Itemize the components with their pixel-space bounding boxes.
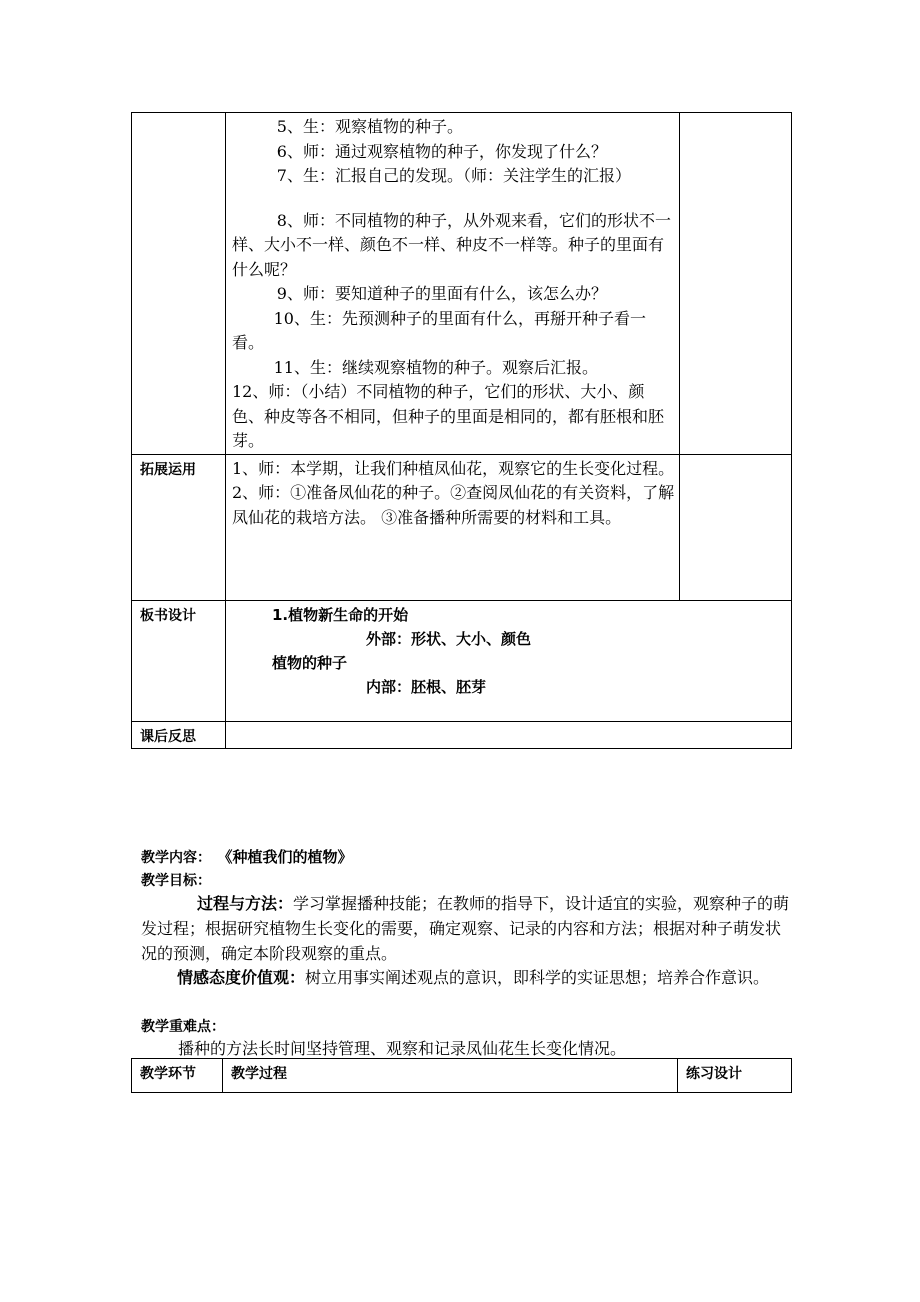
board-row <box>132 600 792 721</box>
process-method-paragraph <box>141 891 791 966</box>
extend-line: 2、师：①准备凤仙花的种子。②查阅凤仙花的有关资料，了解凤仙花的栽培方法。 ③准备播种所需要的材料和工具。 <box>232 483 675 527</box>
board-outer: 外部：形状、大小、颜色 <box>366 629 532 648</box>
process-method-label: 过程与方法： <box>197 894 294 913</box>
process-cell <box>226 113 680 455</box>
lesson-table <box>131 112 792 749</box>
key-text: 播种的方法长时间坚持管理、观察和记录凤仙花生长变化情况。 <box>178 1039 627 1058</box>
extend-row <box>132 454 792 600</box>
process-line: 12、师：（小结）不同植物的种子，它们的形状、大小、颜色、种皮等各不相同，但种子的里面是相同的，都有胚根和胚芽。 <box>232 382 665 450</box>
content-title: 《种植我们的植物》 <box>225 848 353 866</box>
lesson2-table-header <box>131 1058 792 1093</box>
board-subject: 植物的种子 <box>272 653 348 672</box>
content-label: 教学内容： <box>141 850 211 866</box>
process-line: 9、师：要知道种子的里面有什么，该怎么办？ <box>276 284 607 303</box>
board-label: 板书设计 <box>132 600 226 721</box>
extend-label: 拓展运用 <box>132 454 226 600</box>
process-line: 6、师：通过观察植物的种子，你发现了什么？ <box>276 141 607 161</box>
exercise-cell-empty <box>680 113 792 455</box>
process-line: 11、生：继续观察植物的种子。观察后汇报。 <box>273 357 598 377</box>
header-process: 教学过程 <box>223 1059 678 1093</box>
reflect-label: 课后反思 <box>132 721 226 748</box>
content-line <box>141 846 791 867</box>
emotion-paragraph <box>141 965 791 990</box>
process-row <box>132 113 792 455</box>
process-method-text: 学习掌握播种技能；在教师的指导下，设计适宜的实验，观察种子的萌发过程；根据研究植物生长变化的需要，确定观察、记录的内容和方法；根据对种子萌发状况的预测，确定本阶段观察的重点。 <box>141 894 790 963</box>
board-cell <box>226 600 792 721</box>
process-line: 8、师：不同植物的种子，从外观来看，它们的形状不一样、大小不一样、颜色不一样、种皮不一样等。种子的里面有什么呢？ <box>232 210 671 279</box>
header-row <box>132 1059 792 1093</box>
emotion-text: 树立用事实阐述观点的意识，即科学的实证思想；培养合作意识。 <box>305 968 770 987</box>
board-inner: 内部：胚根、胚芽 <box>366 677 487 696</box>
reflect-row <box>132 721 792 748</box>
extend-cell <box>226 454 680 600</box>
header-exercise: 练习设计 <box>678 1059 792 1093</box>
goal-label: 教学目标： <box>141 873 211 889</box>
extend-line: 1、师：本学期，让我们种植凤仙花，观察它的生长变化过程。 <box>232 458 675 478</box>
process-line: 10、生：先预测种子的里面有什么，再掰开种子看一看。 <box>232 308 646 352</box>
process-line: 5、生：观察植物的种子。 <box>276 117 463 136</box>
emotion-label: 情感态度价值观： <box>177 968 306 987</box>
key-label: 教学重难点： <box>141 1019 225 1035</box>
stage-cell-empty <box>132 113 226 455</box>
reflect-cell-empty <box>226 721 792 748</box>
board-title: 1.植物新生命的开始 <box>272 605 409 624</box>
process-line: 7、生：汇报自己的发现。（师：关注学生的汇报） <box>276 166 631 185</box>
exercise-cell-empty <box>680 454 792 600</box>
header-stage: 教学环节 <box>132 1059 223 1093</box>
